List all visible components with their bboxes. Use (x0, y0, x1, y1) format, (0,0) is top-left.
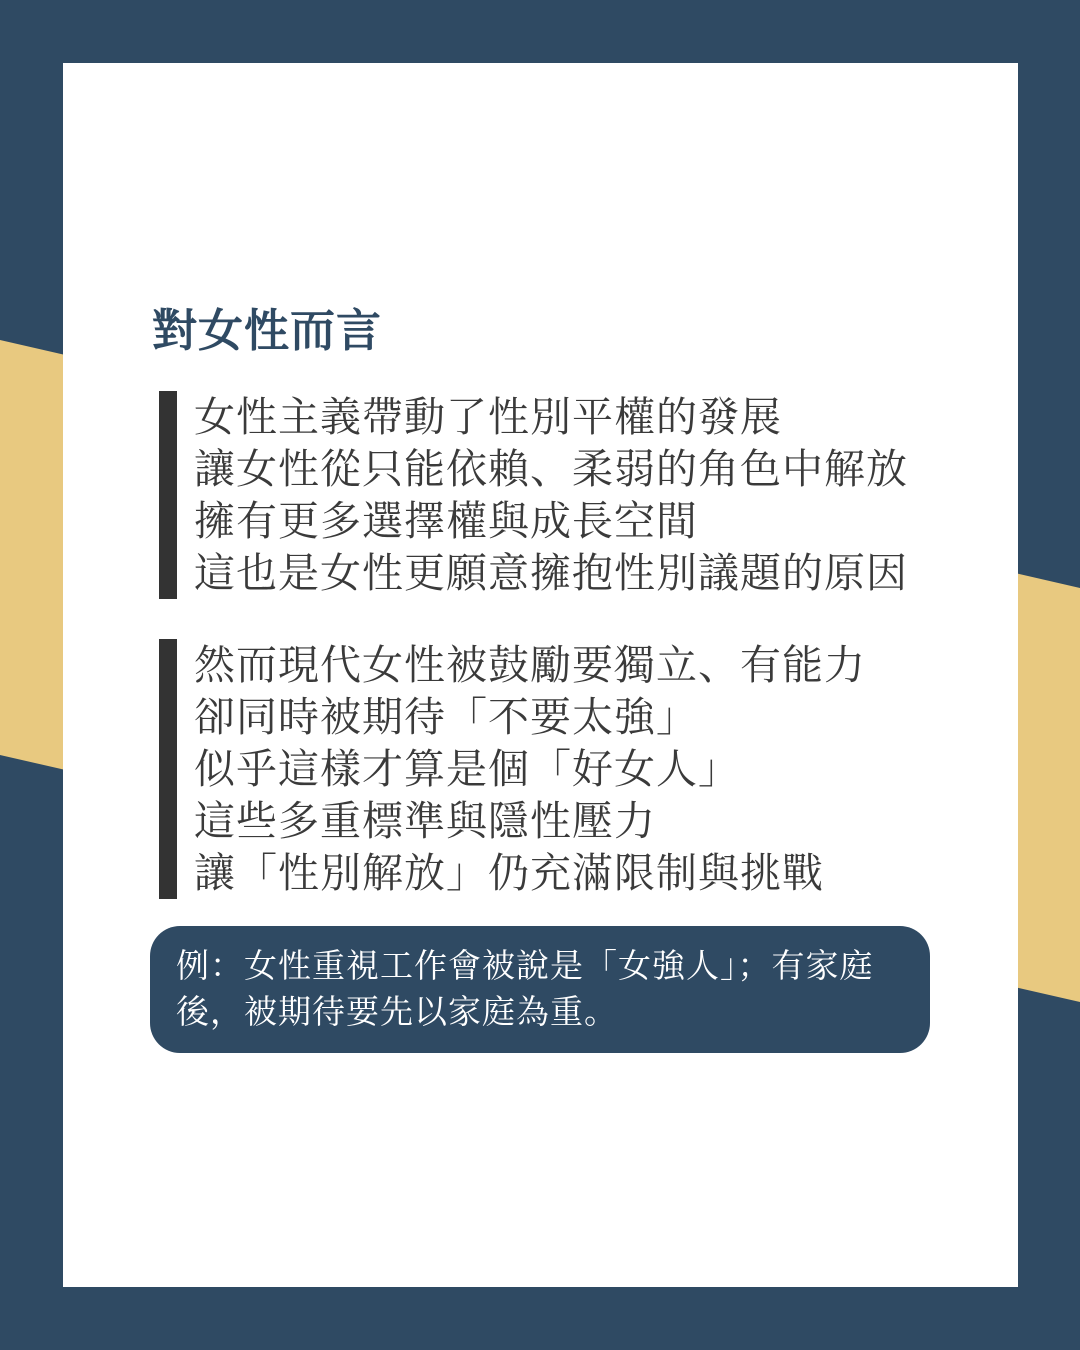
page-title: 對女性而言 (152, 305, 383, 356)
text-line: 擁有更多選擇權與成長空間 (194, 498, 698, 544)
paragraph-block-1 (159, 391, 908, 599)
text-line: 這些多重標準與隱性壓力 (194, 798, 656, 844)
accent-bar (159, 639, 177, 899)
accent-bar (159, 391, 177, 599)
paragraph-2-lines (194, 639, 866, 899)
paragraph-1-lines (194, 391, 908, 599)
text-line: 卻同時被期待「不要太強」 (194, 694, 698, 740)
text-line: 讓「性別解放」仍充滿限制與挑戰 (194, 850, 824, 896)
text-line: 這也是女性更願意擁抱性別議題的原因 (194, 550, 908, 596)
example-note-box (150, 926, 930, 1053)
text-line: 讓女性從只能依賴、柔弱的角色中解放 (194, 446, 908, 492)
content-card (63, 63, 1018, 1287)
text-line: 女性主義帶動了性別平權的發展 (194, 394, 782, 440)
text-line: 然而現代女性被鼓勵要獨立、有能力 (194, 642, 866, 688)
paragraph-block-2 (159, 639, 866, 899)
text-line: 似乎這樣才算是個「好女人」 (194, 746, 740, 792)
example-note-text: 例：女性重視工作會被說是「女強人」；有家庭後，被期待要先以家庭為重。 (176, 947, 874, 1030)
